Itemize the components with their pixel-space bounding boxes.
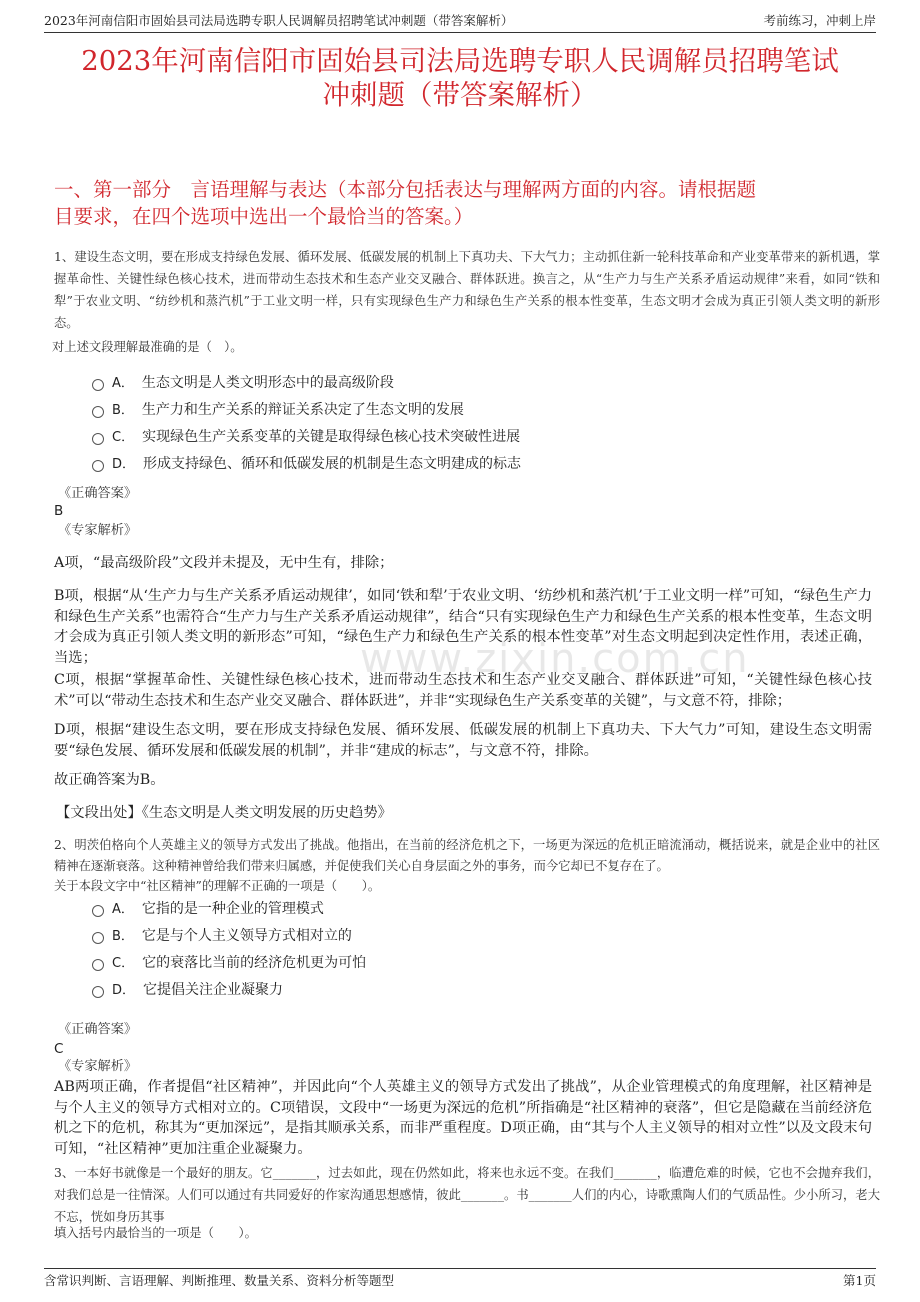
question-2-answer: C — [54, 1041, 64, 1057]
radio-icon[interactable] — [92, 406, 104, 418]
question-3-prompt — [54, 1222, 880, 1244]
radio-icon[interactable] — [92, 959, 104, 971]
option-text: 实现绿色生产关系变革的关键是取得绿色核心技术突破性进展 — [142, 429, 521, 445]
question-1-stem — [54, 246, 880, 334]
page-footer — [44, 1268, 876, 1291]
option-letter: B． — [112, 929, 134, 944]
section-heading-line-1: 一、第一部分 言语理解与表达（本部分包括表达与理解两方面的内容。请根据题 — [54, 178, 757, 201]
document-title-line-2: 冲刺题（带答案解析） — [322, 79, 598, 111]
question-1-analysis-a — [54, 553, 872, 574]
option-text: 形成支持绿色、循环和低碳发展的机制是生态文明建成的标志 — [143, 456, 522, 472]
option-text: 它的衰落比当前的经济危机更为可怕 — [142, 955, 367, 971]
question-2-option-b[interactable] — [92, 927, 352, 946]
question-3-prompt-text: 填入括号内最恰当的一项是（ ）。 — [54, 1226, 257, 1240]
page-header — [44, 10, 876, 33]
option-letter: C． — [112, 430, 135, 445]
radio-icon[interactable] — [92, 433, 104, 445]
footer-topics: 含常识判断、言语理解、判断推理、数量关系、资料分析等题型 — [44, 1273, 395, 1288]
question-2-stem-text: 2、明茨伯格向个人英雄主义的领导方式发出了挑战。他指出，在当前的经济危机之下，一场更为深远的危机正暗流涌动，概括说来，就是企业中的社区精神在逐渐衰落。这种精神曾给我们带来归属感，并促使我们关心自身层面之外的事务，而今它却已不复存在了。 — [54, 838, 880, 873]
question-2-answer-label: 《正确答案》 — [58, 1022, 138, 1037]
question-1-analysis-c — [54, 670, 872, 711]
option-text: 生态文明是人类文明形态中的最高级阶段 — [141, 375, 394, 391]
option-text: 生产力和生产关系的辩证关系决定了生态文明的发展 — [141, 402, 464, 418]
option-letter: D． — [112, 983, 136, 998]
question-2-analysis — [54, 1077, 872, 1159]
question-1-prompt — [52, 336, 880, 358]
option-letter: D． — [112, 457, 136, 472]
document-title — [40, 44, 880, 112]
analysis-paragraph: AB两项正确，作者提倡“社区精神”，并因此向“个人英雄主义的领导方式发出了挑战”，从企业管理模式的角度理解，社区精神是与个人主义的领导方式相对立的。C项错误，文段中“一场更为深远的危机”所指确是“社区精神的衰落”，但它是隐藏在当前经济危机之下的危机，称其为“更加深远”，是指其顺承关系，而非严重程度。D项正确，由“其与个人主义领导的相对立性”以及文段末句可知，“社区精神”更加注重企业凝聚力。 — [54, 1079, 872, 1157]
question-2-option-c[interactable] — [92, 954, 366, 973]
option-letter: C． — [112, 956, 135, 971]
radio-icon[interactable] — [92, 986, 104, 998]
question-1-source — [56, 803, 872, 824]
radio-icon[interactable] — [92, 905, 104, 917]
radio-icon[interactable] — [92, 932, 104, 944]
question-1-option-d[interactable] — [92, 455, 521, 474]
option-text: 它指的是一种企业的管理模式 — [141, 901, 324, 917]
document-title-line-1: 2023年河南信阳市固始县司法局选聘专职人民调解员招聘笔试 — [81, 45, 839, 77]
question-1-analysis-b — [54, 586, 872, 668]
header-slogan: 考前练习，冲刺上岸 — [763, 13, 876, 28]
section-heading — [54, 176, 876, 230]
question-3-stem-text: 3、一本好书就像是一个最好的朋友。它_______，过去如此，现在仍然如此，将来也永远不变。在我们_______，临遭危难的时候，它也不会抛弃我们，对我们总是一往情深。人们可以通过有共同爱好的作家沟通思想感情，彼此_______。书_______人们的内心，诗歌熏陶人们的气质品性。少小所习，老大不忘，恍如身历其事 — [54, 1166, 880, 1224]
section-heading-line-2: 目要求，在四个选项中选出一个最恰当的答案。） — [54, 205, 474, 228]
question-3-stem — [54, 1162, 880, 1228]
question-2-prompt — [54, 875, 880, 897]
option-letter: B． — [112, 403, 134, 418]
watermark: www.zixin.com.cn — [360, 636, 750, 682]
header-doc-title: 2023年河南信阳市固始县司法局选聘专职人民调解员招聘笔试冲刺题（带答案解析） — [44, 13, 514, 28]
question-1-answer-label: 《正确答案》 — [58, 486, 138, 501]
question-1-analysis-label: 《专家解析》 — [58, 523, 138, 538]
analysis-paragraph: A项，“最高级阶段”文段并未提及，无中生有，排除； — [54, 555, 394, 571]
option-text: 它提倡关注企业凝聚力 — [143, 982, 284, 998]
analysis-paragraph: 故正确答案为B。 — [54, 772, 165, 788]
analysis-paragraph: C项，根据“掌握革命性、关键性绿色核心技术，进而带动生态技术和生态产业交叉融合、群体跃进”可知，“关键性绿色核心技术”可以“带动生态技术和生态产业交叉融合、群体跃进”，并非“实现绿色生产关系变革的关键”，与文意不符，排除； — [54, 672, 872, 709]
radio-icon[interactable] — [92, 460, 104, 472]
question-1-analysis-d — [54, 720, 872, 761]
question-1-conclusion — [54, 770, 872, 791]
question-2-prompt-text: 关于本段文字中“社区精神”的理解不正确的一项是（ ）。 — [54, 879, 381, 893]
analysis-paragraph: D项，根据“建设生态文明，要在形成支持绿色发展、循环发展、低碳发展的机制上下真功夫、下大气力”可知，建设生态文明需要“绿色发展、循环发展和低碳发展的机制”，并非“建成的标志”，与文意不符，排除。 — [54, 722, 872, 759]
option-letter: A． — [112, 902, 134, 917]
question-2-analysis-label: 《专家解析》 — [58, 1059, 138, 1074]
question-2-stem — [54, 835, 880, 877]
question-2-option-d[interactable] — [92, 981, 283, 1000]
question-1-option-a[interactable] — [92, 374, 394, 393]
question-1-prompt-text: 对上述文段理解最准确的是（ ）。 — [52, 340, 243, 354]
analysis-paragraph: B项，根据“从‘生产力与生产关系矛盾运动规律’，如同‘铁和犁’于农业文明、‘纺纱机和蒸汽机’于工业文明一样”可知，“绿色生产力和绿色生产关系”也需符合“生产力与生产关系矛盾运动规律”，结合“只有实现绿色生产力和绿色生产关系的根本性变革，生态文明才会成为真正引领人类文明的新形态”可知，“绿色生产力和绿色生产关系的根本性变革”对生态文明起到决定性作用，表述正确，当选； — [54, 588, 872, 666]
analysis-paragraph: 【文段出处】《生态文明是人类文明发展的历史趋势》 — [56, 805, 392, 821]
question-1-answer: B — [54, 503, 64, 519]
option-letter: A． — [112, 376, 134, 391]
page-number: 第1页 — [843, 1273, 876, 1288]
question-1-option-b[interactable] — [92, 401, 464, 420]
question-2-option-a[interactable] — [92, 900, 324, 919]
radio-icon[interactable] — [92, 379, 104, 391]
option-text: 它是与个人主义领导方式相对立的 — [141, 928, 352, 944]
question-1-stem-text: 1、建设生态文明，要在形成支持绿色发展、循环发展、低碳发展的机制上下真功夫、下大气力；主动抓住新一轮科技革命和产业变革带来的新机遇，掌握革命性、关键性绿色核心技术，进而带动生态技术和生态产业交叉融合、群体跃进。换言之，从“生产力与生产关系矛盾运动规律”来看，如同“铁和犁”于农业文明、“纺纱机和蒸汽机”于工业文明一样，只有实现绿色生产力和绿色生产关系的根本性变革，生态文明才会成为真正引领人类文明的新形态。 — [54, 250, 880, 330]
question-1-option-c[interactable] — [92, 428, 520, 447]
